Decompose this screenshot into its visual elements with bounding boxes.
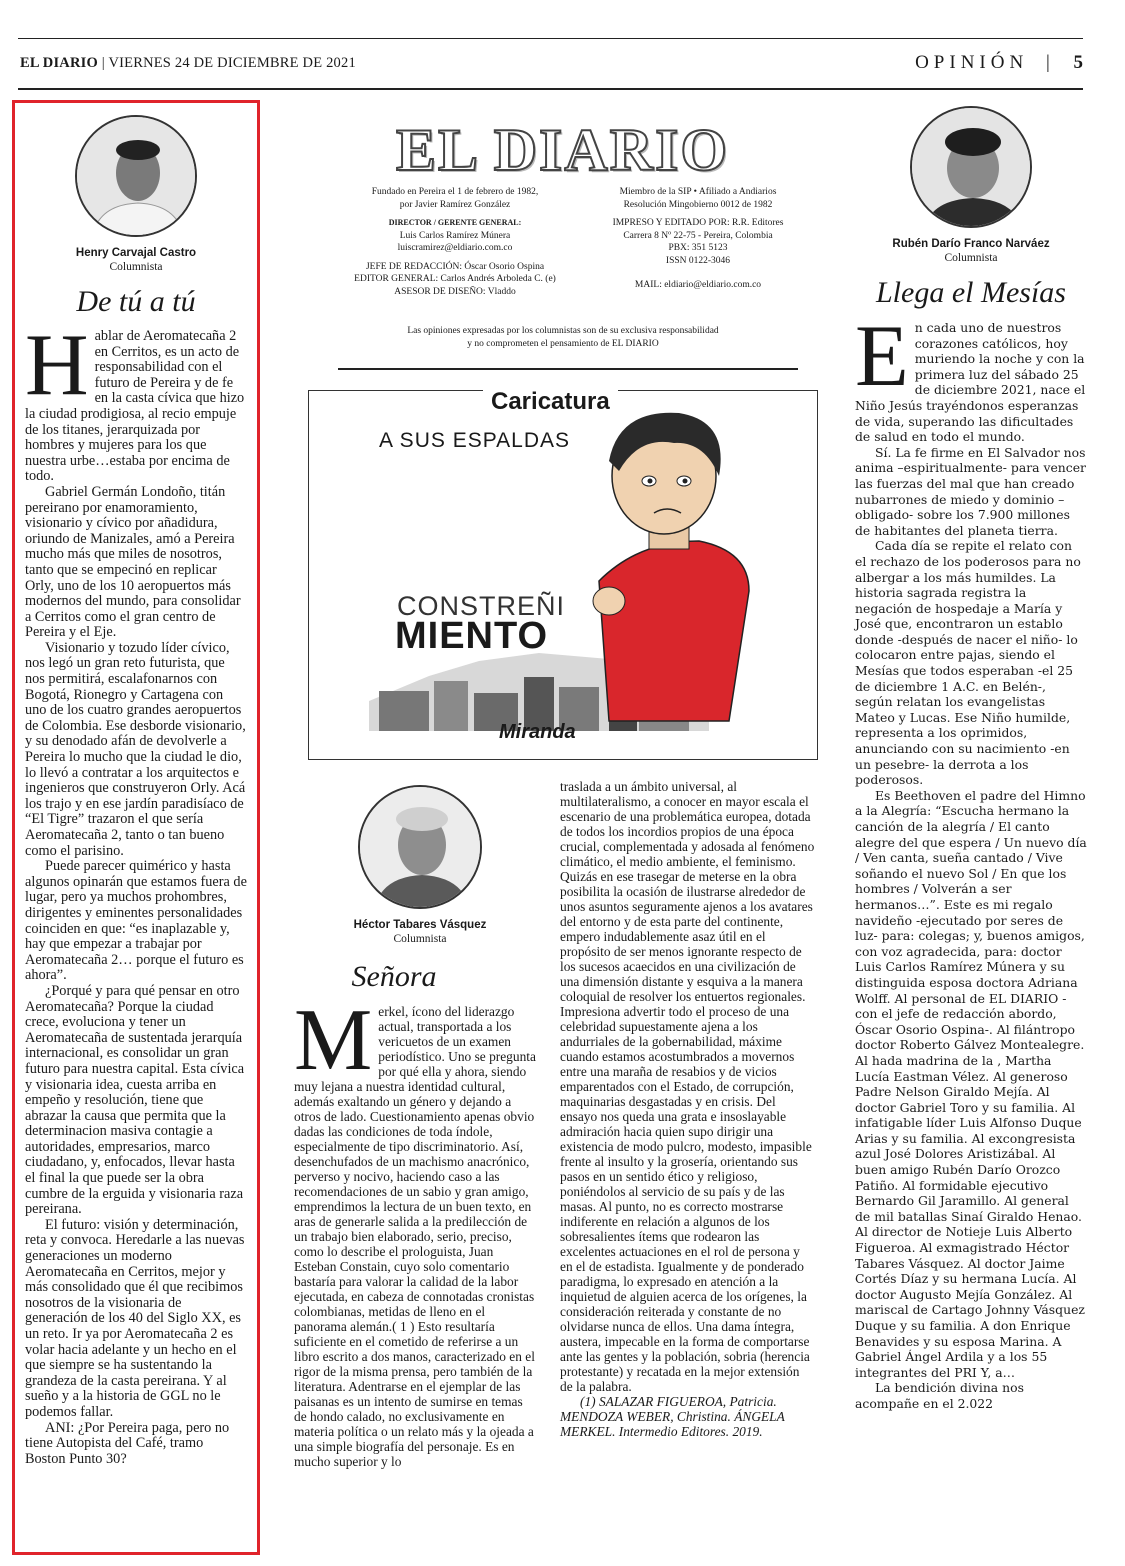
column-title: De tú a tú [76,285,196,318]
author-role: Columnista [393,933,447,945]
column-body [855,308,1087,1412]
masthead-left [20,55,356,72]
paragraph: La bendición divina nos acompañe en el 2.022 [855,1380,1024,1411]
column-title: Llega el Mesías [876,276,1066,309]
staff-line [578,267,818,279]
column-senora-continued [560,779,815,1439]
column-body [560,779,815,1439]
paragraph: erkel, ícono del liderazgo actual, transportada a los vericuetos de un examen periodístico. Uno se pregunta por qué ella y ahora, siendo muy lejana a nuestra identidad cultural, además exaltando un género y dejando a otros de lado. Cuestionamiento apenas obvio dadas las condiciones de toda índole, especialmente de tipo discriminatorio. Así, desenchufados de un machismo anacrónico, perverso y nocivo, haciendo caso a las recomendaciones de un sabio y gran amigo, emprendimos la lectura de un buen texto, en aras de generarle salida a la predilección de un trabajo bien elaborado, serio, preciso, como lo describe el prologuista, Juan Esteban Constain, cuyo solo comentario bastaría para valorar la calidad de la labor ejecutada, en cabeza de connotadas cronistas colombianas, metidas de lleno en el panorama alemán.( 1 ) Esto resultaría suficiente en el cometido de referirse a un libro escrito a dos manos, caracterizado en el rigor de la misma prensa, pero también de la literatura. Adentrarse en el ejemplar de las paisanas es un intento de sumirse en temas de hondo calado, no exclusivamente en materia política o un relato más y la ojeada a una simple biografía del personaje. Es en mucho superior y lo [294,1004,536,1469]
cartoon-frame [308,390,818,760]
page-number: 5 [1073,52,1083,73]
drop-cap: M [294,992,373,1089]
staff-line: Resolución Mingobierno 0012 de 1982 [623,199,773,210]
staff-line: MAIL: eldiario@eldiario.com.co [634,280,762,290]
divider [338,368,798,370]
author-portrait-henry [75,115,197,237]
portrait-icon [912,108,1032,228]
staff-line: Carrera 8 Nº 22-75 - Pereira, Colombia [623,230,773,241]
drop-cap: H [25,317,89,414]
staff-line: Fundado en Pereira el 1 de febrero de 1982, [371,187,539,197]
paragraph: ¿Porqué y para qué pensar en otro Aeromatecaña? Porque la ciudad crece, evoluciona y tener un Aeromatecaña de sustentada jerarquía internacional, es consolidar un gran futuro para nuestra capital. Esta cívica y visionaria idea, cuesta arriba en empeño y resolución, tiene que abrazar la causa que permita que la determinacion masiva contagie a autoridades, empresarios, marco ciudadano, y, enfocados, llevar hasta el final la que puede ser la obra cumbre de la erguida y visionaria raza pereirana. [25,982,245,1218]
staff-line: Luis Carlos Ramírez Múnera [399,230,511,241]
cartoonist-signature: Miranda [499,721,576,743]
issue-date: VIERNES 24 DE DICIEMBRE DE 2021 [108,55,356,71]
staff-line: PBX: 351 5123 [668,243,728,253]
paragraph: Visionario y tozudo líder cívico, nos legó un gran reto futurista, que nos permitirá, escalafonarnos con Bogotá, Rionegro y Cartagena con uno de los cuatro grandes aeropuertos de Colombia. Ese desborde visionario, y su denodado afán de devolverle a Pereira lo mucho que la ciudad le dio, lo llevó a contratar a los arquitectos e ingenieros que construyeron Orly. Acá los trajo y en ese jardín paradisíaco de “El Tigre” trazaron el que sería Aeromatecaña 2, tanto o tan bueno como el parisino. [25,639,246,859]
column-left-highlighted[interactable] [12,100,260,1555]
column-body [25,317,247,1467]
cartoon-word-1: CONSTREÑI [397,591,566,621]
cartoon-section-title: Caricatura [483,388,618,416]
newspaper-logo: EL DIARIO [396,117,730,183]
author-name: Héctor Tabares Vásquez [353,919,487,931]
disclaimer-line: Las opiniones expresadas por los columnistas son de su exclusiva responsabilidad [407,326,719,336]
staff-line: IMPRESO Y EDITADO POR: R.R. Editores [612,218,784,228]
author-portrait-hector [358,785,482,909]
paragraph: Gabriel Germán Londoño, titán pereirano por enamoramiento, visionario y cívico por añadidura, oriundo de Manizales, amó a Pereira mucho más que miles de nosotros, tanto que se empecinó en replicar Orly, uno de los 10 aeropuertos más modernos del mundo, para consolidar a Cerritos como el gran centro de Pereira y el Eje. [25,483,241,641]
column-senora [294,960,536,1469]
paragraph: Es Beethoven el padre del Himno a la Alegría: “Escucha hermano la canción de la alegría / El canto alegre del que espera / Un nuevo día / Ven canta, sueña cantado / Vive soñando el nuevo Sol / En que los hombres / Volverán a ser hermanos…”. Este es mi regalo navideño -ejecutado por seres de luz- para: colegas; y, buenos amigos, con voz agradecida, para: doctor Luis Carlos Ramírez Múnera y su distinguida esposa doctora Adriana Wolff. Al personal de EL DIARIO -con el jefe de redacción abordo, Óscar Osorio Ospina-. Al filántropo doctor Roberto Gálvez Montealegre. Al hada madrina de la , Martha Lucía Eastman Vélez. Al generoso Padre Nelson Giraldo Mejía. Al doctor Gabriel Toro y su familia. Al infatigable líder Luis Alfonso Duque Arias y su familia. Al excongresista azul José Dolores Aristizábal. Al buen amigo Rubén Darío Orozco Patiño. Al formidable ejecutivo Bernardo Gil Jaramillo. Al general de mil batallas Sinaí Giraldo Henao. Al director de Notieje Luis Alberto Figueroa. Al exmagistrado Héctor Tabares Vásquez. Al doctor Jaime Cortés Díaz y su hermana Lucía. Al doctor Augusto Mejía González. Al mariscal de Cartago Johnny Vásquez Duque y su familia. A don Enrique Benavides y su esposa Marina. A Gabriel Ángel Ardila y a los 55 integrantes del PRI Y, a… [855,787,1087,1380]
column-body [294,992,536,1469]
disclaimer-line: y no comprometen el pensamiento de EL DIARIO [467,338,659,349]
disclaimer [348,325,778,350]
header-top-rule [18,38,1083,39]
paragraph: n cada uno de nuestros corazones católicos, hoy muriendo la noche y con la primera luz del sábado 25 de diciembre 2021, nace el Niño Jesús trayéndonos esperanzas de vida, superando las dificultades de salud en todo el mundo. [855,320,1086,445]
masthead-right [915,52,1083,74]
paper-name: EL DIARIO [20,55,98,71]
paragraph: traslada a un ámbito universal, al multilateralismo, a conocer en mayor escala el escenario de una problemática europea, dotada de todos los incordios propios de una época crucial, complementada y adosada al fenómeno climático, el medio ambiente, el feminismo. Quizás en ese trasegar de meterse en la obra posibilita la ocasión de ilustrarse alrededor de unos asuntos seguramente ajenos a los avatares del entorno y de esta parte del continente, empero indudablemente asaz útil en el propósito de ser menos ignorante respecto de los sucesos acaecidos en una civilización de una dimensión distante y esquiva a la manera coloquial de resolver los entuertos regionales. Impresiona advertir todo el proceso de una celebridad supuestamente ajena a los andurriales de la gobernabilidad, máxime cuando estamos acostumbrados a movernos entre una maraña de resabios y de vicios emparentados con el Estado, de corrupción, maquinarias desgastadas y en crisis. Del ensayo nos queda una grata e insoslayable admiración hacia quien supo dirigir una existencia de modo pulcro, modesto, impasible frente al insulto y la grosería, orientando sus pasos en un sentido ético y religioso, poniéndolos al servicio de su país y de las masas. Al punto, no es correcto mostrarse indiferente en relación a algunos de los sobresalientes ítems que rodearon las excelentes actuaciones en el rol de persona y en el de estadista. Igualmente y de ponderado paradigma, lo expresado en atención a la inquietud de alguien acerca de los orígenes, la consideración reiterada y constante de no olvidarse nunca de ellos. Una dama íntegra, austera, impecable en la forma de comportarse ante las gentes y la población, sobria (herencia protestante) y recatada en la mejor extensión de la palabra. [560,779,815,1394]
paragraph: El futuro: visión y determinación, reta y convoca. Heredarle a las nuevas generaciones un moderno Aeromatecaña en Cerritos, mejor y más consolidado que él que recibimos nosotros de la visionaria de generación de los 40 del Siglo XX, es un reto. Ir ya por Aeromatecaña 2 es volar hacia adelante y un hecho en el que siempre se ha sustentando la grandeza de la casta pereirana. Y al sueño y a la historia de GGL no le podemos fallar. [25,1216,245,1420]
author-role: Columnista [109,261,163,273]
portrait-icon [77,117,197,237]
staff-line: ISSN 0122-3046 [665,255,731,266]
footnote: (1) SALAZAR FIGUEROA, Patricia. MENDOZA WEBER, Christina. ÁNGELA MERKEL. Intermedio Editores. 2019. [560,1394,785,1439]
staff-line: EDITOR GENERAL: Carlos Andrés Arboleda C. (e) [354,274,556,284]
paragraph: Cada día se repite el relato con el rechazo de los poderosos para no albergar a los más humildes. La historia sagrada registra la negación de hospedaje a María y José que, encontraron un establo donde -después de nacer el niño- lo colocaron entre pajas, siendo el Mesías que todos esperaban -el 25 de diciembre 1 A.C. en Belén-, según relatan los evangelistas Mateo y Lucas. Ese Niño humilde, representa a los oprimidos, anunciando con su nacimiento -en un pesebre- la derrota a los poderosos. [855,538,1081,788]
staff-line: luiscramirez@eldiario.com.co [397,243,513,253]
author-role: Columnista [944,252,998,264]
staff-right [578,186,818,292]
paragraph: ANI: ¿Por Pereira paga, pero no tiene Autopista del Café, tramo Boston Punto 30? [25,1419,230,1467]
separator: | [1045,52,1050,73]
author-name: Henry Carvajal Castro [75,247,197,259]
author-portrait-ruben [910,106,1032,228]
staff-line: por Javier Ramírez González [399,199,511,210]
staff-left [330,186,580,298]
cartoon-word-2: MIENTO [395,615,549,657]
portrait-icon [360,787,482,909]
author-block-hector [345,779,495,945]
cartoon-subtitle: A SUS ESPALDAS [379,429,571,452]
author-name: Rubén Darío Franco Narváez [892,238,1050,250]
staff-line: Miembro de la SIP • Afiliado a Andiarios [619,187,777,197]
paragraph: Sí. La fe firme en El Salvador nos anima –espiritualmente- para vencer las fuerzas del mal que han creado nubarrones de miedo y dominio –obligado- sobre los 7.900 millones de habitantes del planeta tierra. [855,444,1086,538]
drop-cap: E [855,308,909,405]
header-bottom-rule [18,88,1083,90]
staff-line: DIRECTOR / GERENTE GENERAL: [388,218,522,227]
staff-line: ASESOR DE DISEÑO: Vladdo [394,286,516,297]
paragraph: ablar de Aeromatecaña 2 en Cerritos, es un acto de responsabilidad con el futuro de Pereira y de fe en la casta cívica que hizo la ciudad prodigiosa, al recio empuje de los titanes, jerarquizada por hombres y mujeres para los que nuestra urbe…estaba por encima de todo. [25,328,245,485]
section-name: OPINIÓN [915,52,1029,73]
separator: | [101,55,109,71]
column-right [855,100,1087,1412]
column-title: Señora [351,960,437,993]
paragraph: Puede parecer quimérico y hasta algunos opinarán que estamos fuera de lugar, pero ya muchos prohombres, dirigentes y eminentes personalidades coinciden en que: “es inaplazable y, hay que empezar a trabajar por Aeromatecaña 2… porque el futuro es ahora”. [25,858,247,984]
staff-line: JEFE DE REDACCIÓN: Óscar Osorio Ospina [365,261,545,272]
